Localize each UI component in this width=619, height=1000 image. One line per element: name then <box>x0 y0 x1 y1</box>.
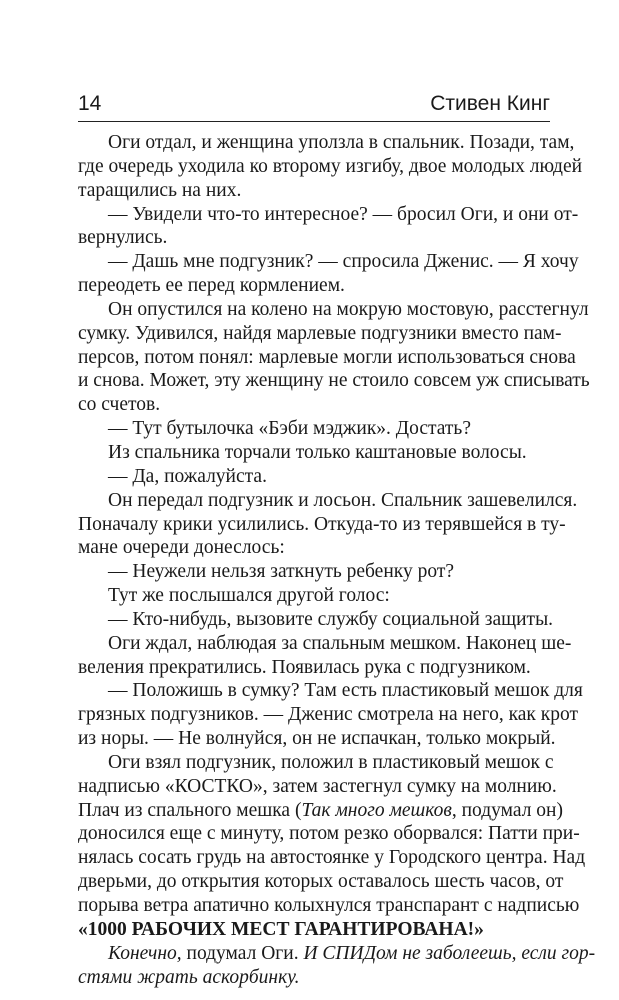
text-line <box>78 942 596 966</box>
text-line: Он опустился на колено на мокрую мостовую, расстегнул <box>108 298 589 320</box>
text-line: — Неужели нельзя заткнуть ребенку рот? <box>108 561 455 583</box>
text-line: порыва ветра апатично колыхнулся транспарант с надписью <box>78 895 580 916</box>
text-line: доносился еще с минуту, потом резко оборвался: Патти при- <box>78 823 580 845</box>
text-line: персов, потом понял: марлевые могли использоваться снова <box>78 346 576 368</box>
text-line: надписью «КОСТКО», затем застегнул сумку на молнию. <box>78 775 557 797</box>
text-line: стями жрать аскорбинку. <box>78 966 300 988</box>
text-line: Тут же послышался другой голос: <box>108 585 390 607</box>
text-line: таращились на них. <box>78 179 242 201</box>
running-header <box>78 92 550 116</box>
text-line: — Дашь мне подгузник? — спросила Дженис. — Я хочу <box>108 251 579 273</box>
text-line: со счетов. <box>78 394 161 416</box>
banner-text-line: «1000 РАБОЧИХ МЕСТ ГАРАНТИРОВАНА!» <box>78 918 484 940</box>
text-line: Оги ждал, наблюдая за спальным мешком. Наконец ше- <box>108 632 572 654</box>
text-line: переодеть ее перед кормлением. <box>78 275 345 297</box>
text-line: грязных подгузников. — Дженис смотрела на него, как крот <box>78 704 578 726</box>
text-run: Плач из спального мешка ( <box>78 799 302 821</box>
text-line: из норы. — Не волнуйся, он не испачкан, только мокрый. <box>78 728 556 750</box>
text-line: сумку. Удивился, найдя марлевые подгузники вместо пам- <box>78 322 562 344</box>
page-number: 14 <box>78 92 102 115</box>
text-line: дверьми, до открытия которых оставалось шесть часов, от <box>78 871 564 893</box>
text-line: Он передал подгузник и лосьон. Спальник зашевелился. <box>108 489 578 511</box>
italic-run: И СПИДом не заболеешь, если гор- <box>303 942 596 964</box>
text-line: — Кто-нибудь, вызовите службу социальной защиты. <box>108 608 554 630</box>
text-line: — Да, пожалуйста. <box>108 465 267 487</box>
text-line: веления прекратились. Появилась рука с подгузником. <box>78 656 531 678</box>
text-line: — Тут бутылочка «Бэби мэджик». Достать? <box>108 418 471 440</box>
text-line: и снова. Может, эту женщину не стоило совсем уж списывать <box>78 370 590 392</box>
text-run: , подумал он) <box>451 799 563 821</box>
italic-run: Так много мешков <box>301 799 452 821</box>
text-line: Поначалу крики усилились. Откуда-то из терявшейся в ту- <box>78 513 566 535</box>
italic-run: Конечно, <box>108 942 182 964</box>
text-run: подумал Оги. <box>181 942 304 964</box>
text-line: Из спальника торчали только каштановые волосы. <box>108 441 527 463</box>
text-line: — Увидели что-то интересное? — бросил Оги, и они от- <box>108 203 579 225</box>
text-line: вернулись. <box>78 227 168 249</box>
header-rule <box>78 121 550 122</box>
text-line: — Положишь в сумку? Там есть пластиковый мешок для <box>108 680 583 702</box>
text-line: нялась сосать грудь на автостоянке у Городского центра. Над <box>78 847 586 869</box>
text-line: Оги отдал, и женщина уползла в спальник. Позади, там, <box>108 132 575 153</box>
text-line <box>78 799 563 823</box>
text-line: мане очереди донеслось: <box>78 537 285 559</box>
text-line: где очередь уходила ко второму изгибу, двое молодых людей <box>78 155 583 177</box>
page-body <box>78 131 596 989</box>
text-line: Оги взял подгузник, положил в пластиковый мешок с <box>108 751 554 773</box>
running-head-author: Стивен Кинг <box>430 92 550 115</box>
